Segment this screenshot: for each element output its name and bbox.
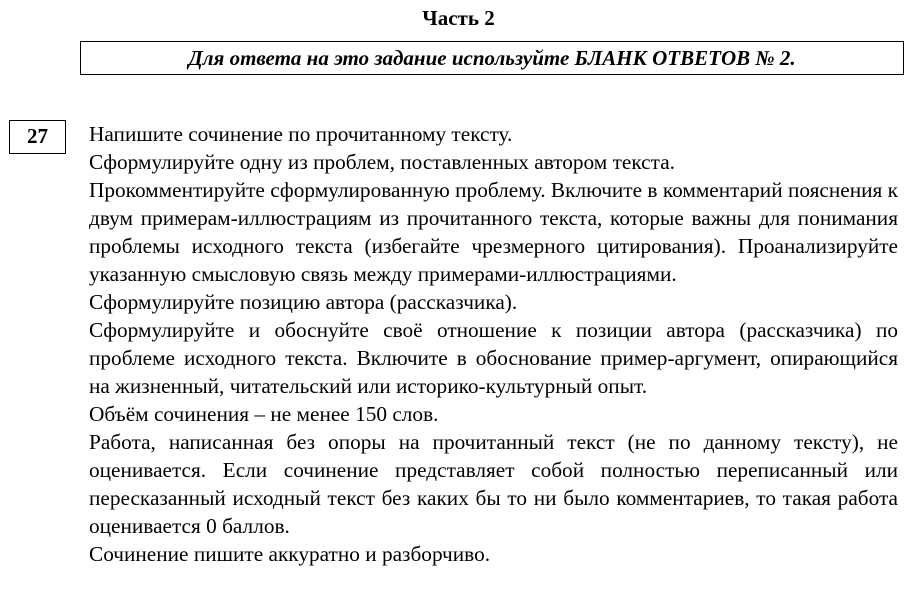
part-title: Часть 2 [422,6,495,30]
task-paragraph-write-essay: Напишите сочинение по прочитанному тексту. [89,122,513,146]
task-paragraph-essay-length: Объём сочинения – не менее 150 слов. [89,402,439,426]
task-paragraph-grading-rule: Работа, написанная без опоры на прочитанный текст (не по данному тексту), не оценивается. Если сочинение представляет собой полностью переписанный или пересказанный исходный текст без каких бы то ни было комментариев, то такая работа оценивается 0 баллов. [89,430,898,538]
task-text [89,120,898,568]
task-paragraph-comment-problem: Прокомментируйте сформулированную проблему. Включите в комментарий пояснения к двум примерам-иллюстрациям из прочитанного текста, которые важны для понимания проблемы исходного текста (избегайте чрезмерного цитирования). Проанализируйте указанную смысловую связь между примерами-иллюстрациями. [89,178,898,286]
task-paragraph-author-position: Сформулируйте позицию автора (рассказчика). [89,290,518,314]
answer-form-instruction: Для ответа на это задание используйте БЛАНК ОТВЕТОВ № 2. [80,41,904,75]
task-paragraph-formulate-problem: Сформулируйте одну из проблем, поставленных автором текста. [89,150,675,174]
task-paragraph-handwriting: Сочинение пишите аккуратно и разборчиво. [89,542,491,566]
task-paragraph-own-attitude: Сформулируйте и обоснуйте своё отношение к позиции автора (рассказчика) по проблеме исходного текста. Включите в обоснование пример-аргумент, опирающийся на жизненный, читательский или историко-культурный опыт. [89,318,898,398]
task-number-box: 27 [9,120,66,154]
